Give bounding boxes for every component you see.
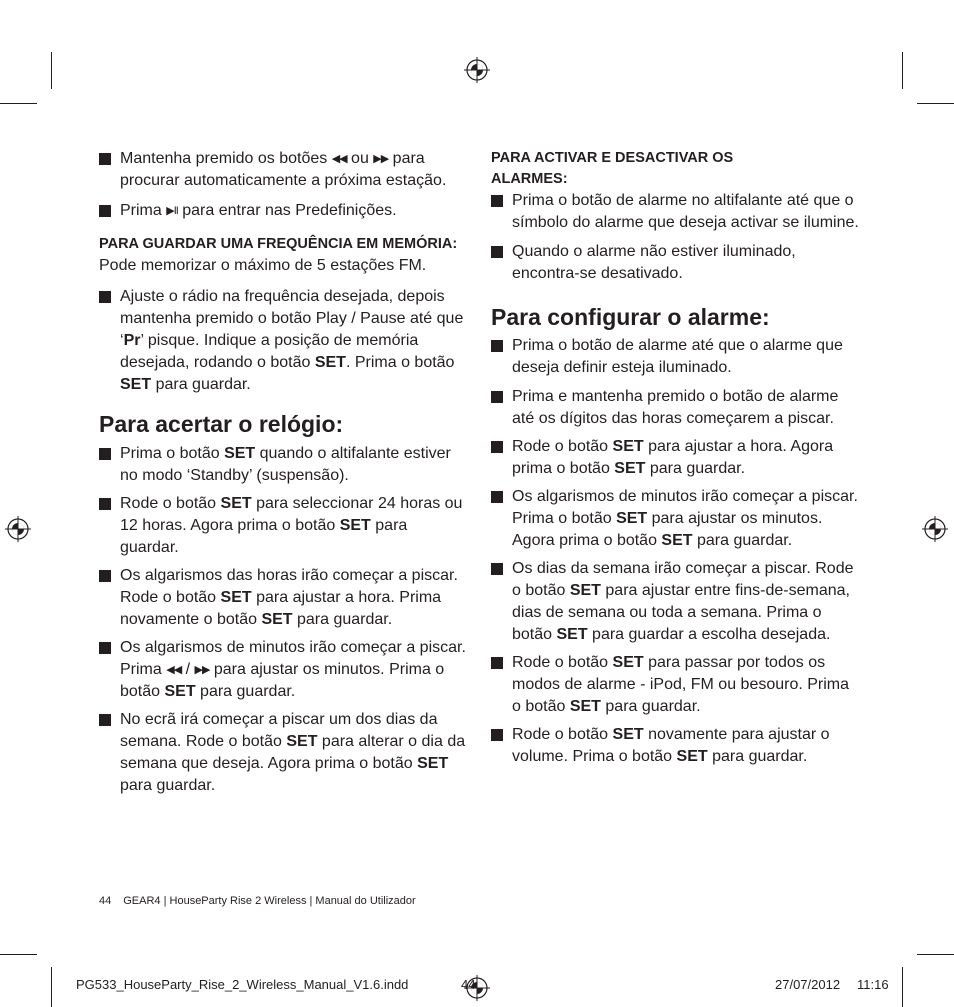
section-subheading: PARA ACTIVAR E DESACTIVAR OS ALARMES: [491,150,734,187]
slug-date: 27/07/2012 [775,977,841,992]
section-heading: Para acertar o relógio: [99,410,344,437]
text: SET [314,353,346,371]
text: SET [220,494,252,512]
text: para entrar nas Predefinições. [177,202,397,219]
page-footer [99,895,416,907]
list-item [99,200,467,222]
bullet-square-icon [491,195,503,207]
bullet-square-icon [491,729,503,741]
text: No ecrã irá começar a piscar um dos dias da semana. Rode o botão [120,710,438,750]
bullet-square-icon [491,340,503,352]
text: SET [612,726,644,743]
text: para ajustar entre fins-de-semana, dias de semana ou toda a semana. Prima o botão [512,582,850,643]
list-item [491,558,859,646]
list-item [99,493,467,559]
text: para guardar. [151,375,251,393]
text: Prima [120,202,167,219]
text: SET [164,682,196,700]
text: SET [286,732,318,750]
page-number: 44 [99,895,112,907]
bullet-square-icon [99,714,111,726]
text: Os algarismos de minutos irão começar a piscar. Prima o botão [512,488,858,527]
bullet-square-icon [491,563,503,575]
crop-mark [51,52,52,89]
text: SET [339,516,371,534]
text: SET [120,375,152,393]
text: Prima o botão de alarme no altifalante até que o símbolo do alarme que deseja activar se ilumine. [512,192,859,231]
text: Rode o botão [512,726,613,743]
text: . Prima o botão [345,353,455,371]
bullet-square-icon [99,291,111,303]
crop-mark [0,103,37,104]
section-heading: Para configurar o alarme: [491,304,770,330]
text: para ajustar os minutos. Prima o botão [120,660,445,700]
list-item [491,652,859,718]
text: SET [220,588,252,606]
bullet-square-icon [99,153,111,165]
list-item [99,148,467,192]
bullet-square-icon [99,642,111,654]
left-column [99,148,467,797]
section-subheading: PARA GUARDAR UMA FREQUÊNCIA EM MEMÓRIA: [99,236,458,252]
text: SET [569,698,601,715]
text: SET [569,582,601,599]
bullet-square-icon [491,391,503,403]
crop-mark [902,967,903,1007]
registration-mark-icon [5,516,31,542]
text: Mantenha premido os botões [120,150,332,167]
text: para procurar automaticamente a próxima estação. [120,150,447,189]
bullet-square-icon [99,448,111,460]
text: Rode o botão [512,654,613,671]
text: para ajustar a hora. Agora prima o botão [512,438,834,477]
bullet-square-icon [99,498,111,510]
text: ou [346,150,374,167]
list-item [99,637,467,703]
text: Os dias da semana irão começar a piscar. Rode o botão [512,560,854,599]
bullet-square-icon [491,657,503,669]
text: SET [612,438,644,455]
list-item [99,443,467,487]
crop-mark [51,967,52,1007]
text: Os algarismos de minutos irão começar a piscar. Prima [120,638,466,678]
text: SET [224,444,256,462]
text: para guardar. [645,460,746,477]
bullet-square-icon [491,246,503,258]
text: Rode o botão [120,494,221,512]
crop-mark [917,103,954,104]
text: SET [417,754,449,772]
list-item [491,486,859,552]
list-item [99,709,467,797]
crop-mark [0,954,37,955]
text: para ajustar a hora. Prima novamente o botão [120,588,442,628]
list-item [491,436,859,480]
registration-mark-icon [922,516,948,542]
fast-forward-icon: ▶▶ [194,663,210,676]
text: para seleccionar 24 horas ou 12 horas. Agora prima o botão [120,494,463,534]
text: Os algarismos das horas irão começar a piscar. Rode o botão [120,566,458,606]
list-item [99,286,467,396]
bullet-square-icon [491,441,503,453]
text: para passar por todos os modos de alarme - iPod, FM ou besouro. Prima o botão [512,654,850,715]
text: para guardar. [292,610,393,628]
footer-text: GEAR4 | HouseParty Rise 2 Wireless | Manual do Utilizador [123,895,416,907]
text: SET [612,654,644,671]
play-pause-icon: ▶II [166,205,178,217]
crop-mark [917,954,954,955]
list-item [491,724,859,768]
registration-mark-icon [464,57,490,83]
fast-forward-icon: ▶▶ [373,153,389,165]
bullet-square-icon [491,491,503,503]
slug-filename: PG533_HouseParty_Rise_2_Wireless_Manual_V1.6.indd [76,977,409,992]
right-column [491,148,859,768]
text: Pr [123,331,141,349]
bullet-square-icon [99,570,111,582]
slug-time: 11:16 [857,977,889,992]
paragraph: Pode memorizar o máximo de 5 estações FM. [99,257,427,274]
text: Prima e mantenha premido o botão de alarme até os dígitos das horas começarem a piscar. [512,388,839,427]
text: quando o altifalante estiver no modo ‘Standby’ (suspensão). [120,444,451,484]
text: para guardar a escolha desejada. [587,626,831,643]
text: SET [616,510,648,527]
text: SET [661,532,693,549]
text: para guardar. [707,748,808,765]
text: SET [614,460,646,477]
text: / [181,660,195,678]
text: Quando o alarme não estiver iluminado, encontra-se desativado. [512,243,796,282]
rewind-icon: ◀◀ [166,663,182,676]
text: para guardar. [692,532,793,549]
text: novamente para ajustar o volume. Prima o botão [512,726,830,765]
text: Rode o botão [512,438,613,455]
text: SET [676,748,708,765]
text: Prima o botão [120,444,225,462]
list-item [491,386,859,430]
text: SET [556,626,588,643]
text: para guardar. [120,776,216,794]
text: Prima o botão de alarme até que o alarme que deseja definir esteja iluminado. [512,337,843,376]
text: para ajustar os minutos. Agora prima o botão [512,510,823,549]
crop-mark [902,52,903,89]
list-item [99,565,467,631]
list-item [491,335,859,379]
text: ’ pisque. Indique a posição de memória desejada, rodando o botão [120,331,419,371]
list-item [491,190,859,234]
text: SET [261,610,293,628]
text: para guardar. [600,698,701,715]
bullet-square-icon [99,205,111,217]
text: para guardar. [120,516,408,556]
rewind-icon: ◀◀ [331,153,347,165]
text: para guardar. [195,682,296,700]
list-item [491,241,859,285]
text: para alterar o dia da semana que deseja. Agora prima o botão [120,732,466,772]
text: Ajuste o rádio na frequência desejada, depois mantenha premido o botão Play / Pause até que ‘ [120,287,464,349]
slug-page: 44 [461,977,476,992]
